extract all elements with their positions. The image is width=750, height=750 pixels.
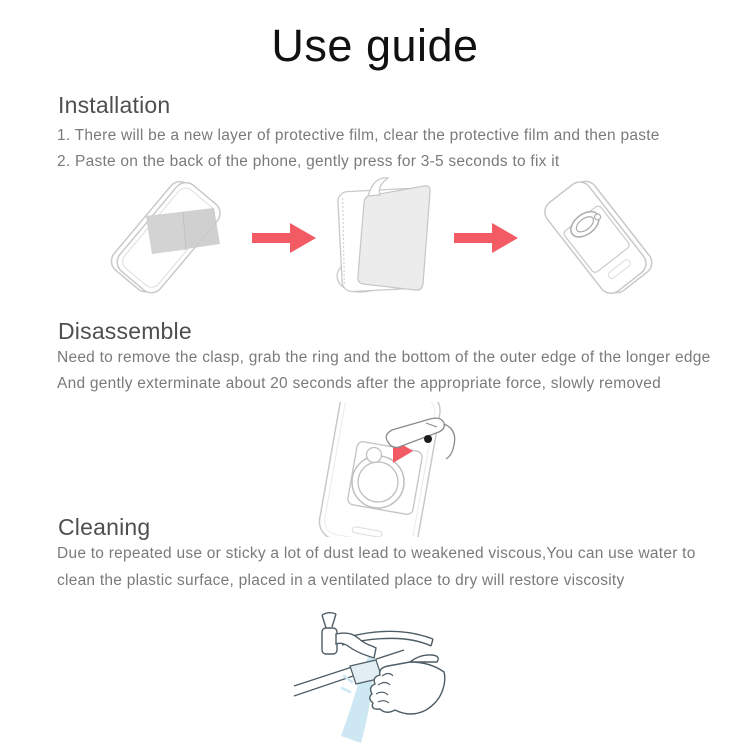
- arrow-right-icon: [453, 220, 519, 256]
- cleaning-heading: Cleaning: [58, 514, 151, 540]
- installation-step-2: 2. Paste on the back of the phone, gently press for 3-5 seconds to fix it: [57, 153, 560, 170]
- cleaning-line-1: Due to repeated use or sticky a lot of dust lead to weakened viscous,You can use water to: [57, 545, 696, 562]
- cleaning-line-2: clean the plastic surface, placed in a ventilated place to dry will restore viscosity: [57, 572, 625, 589]
- peel-film-illustration: [324, 174, 446, 302]
- phone-with-film-illustration: [94, 174, 244, 302]
- film-sheet: [358, 186, 430, 290]
- disassemble-heading: Disassemble: [58, 318, 192, 344]
- cleaning-illustration: [292, 610, 462, 750]
- installation-step-1: 1. There will be a new layer of protective film, clear the protective film and then paste: [57, 127, 660, 144]
- hand-icon: [370, 655, 445, 714]
- arrow-right-icon: [251, 220, 317, 256]
- installation-illustration: [0, 174, 750, 302]
- page-title: Use guide: [271, 20, 479, 71]
- phone-with-ring-illustration: [526, 174, 664, 302]
- disassemble-line-1: Need to remove the clasp, grab the ring and the bottom of the outer edge of the longer edge: [57, 349, 711, 366]
- disassemble-line-2: And gently exterminate about 20 seconds after the appropriate force, slowly removed: [57, 375, 662, 392]
- faucet-icon: [322, 613, 376, 658]
- disassemble-illustration: [300, 402, 565, 537]
- installation-heading: Installation: [58, 92, 171, 118]
